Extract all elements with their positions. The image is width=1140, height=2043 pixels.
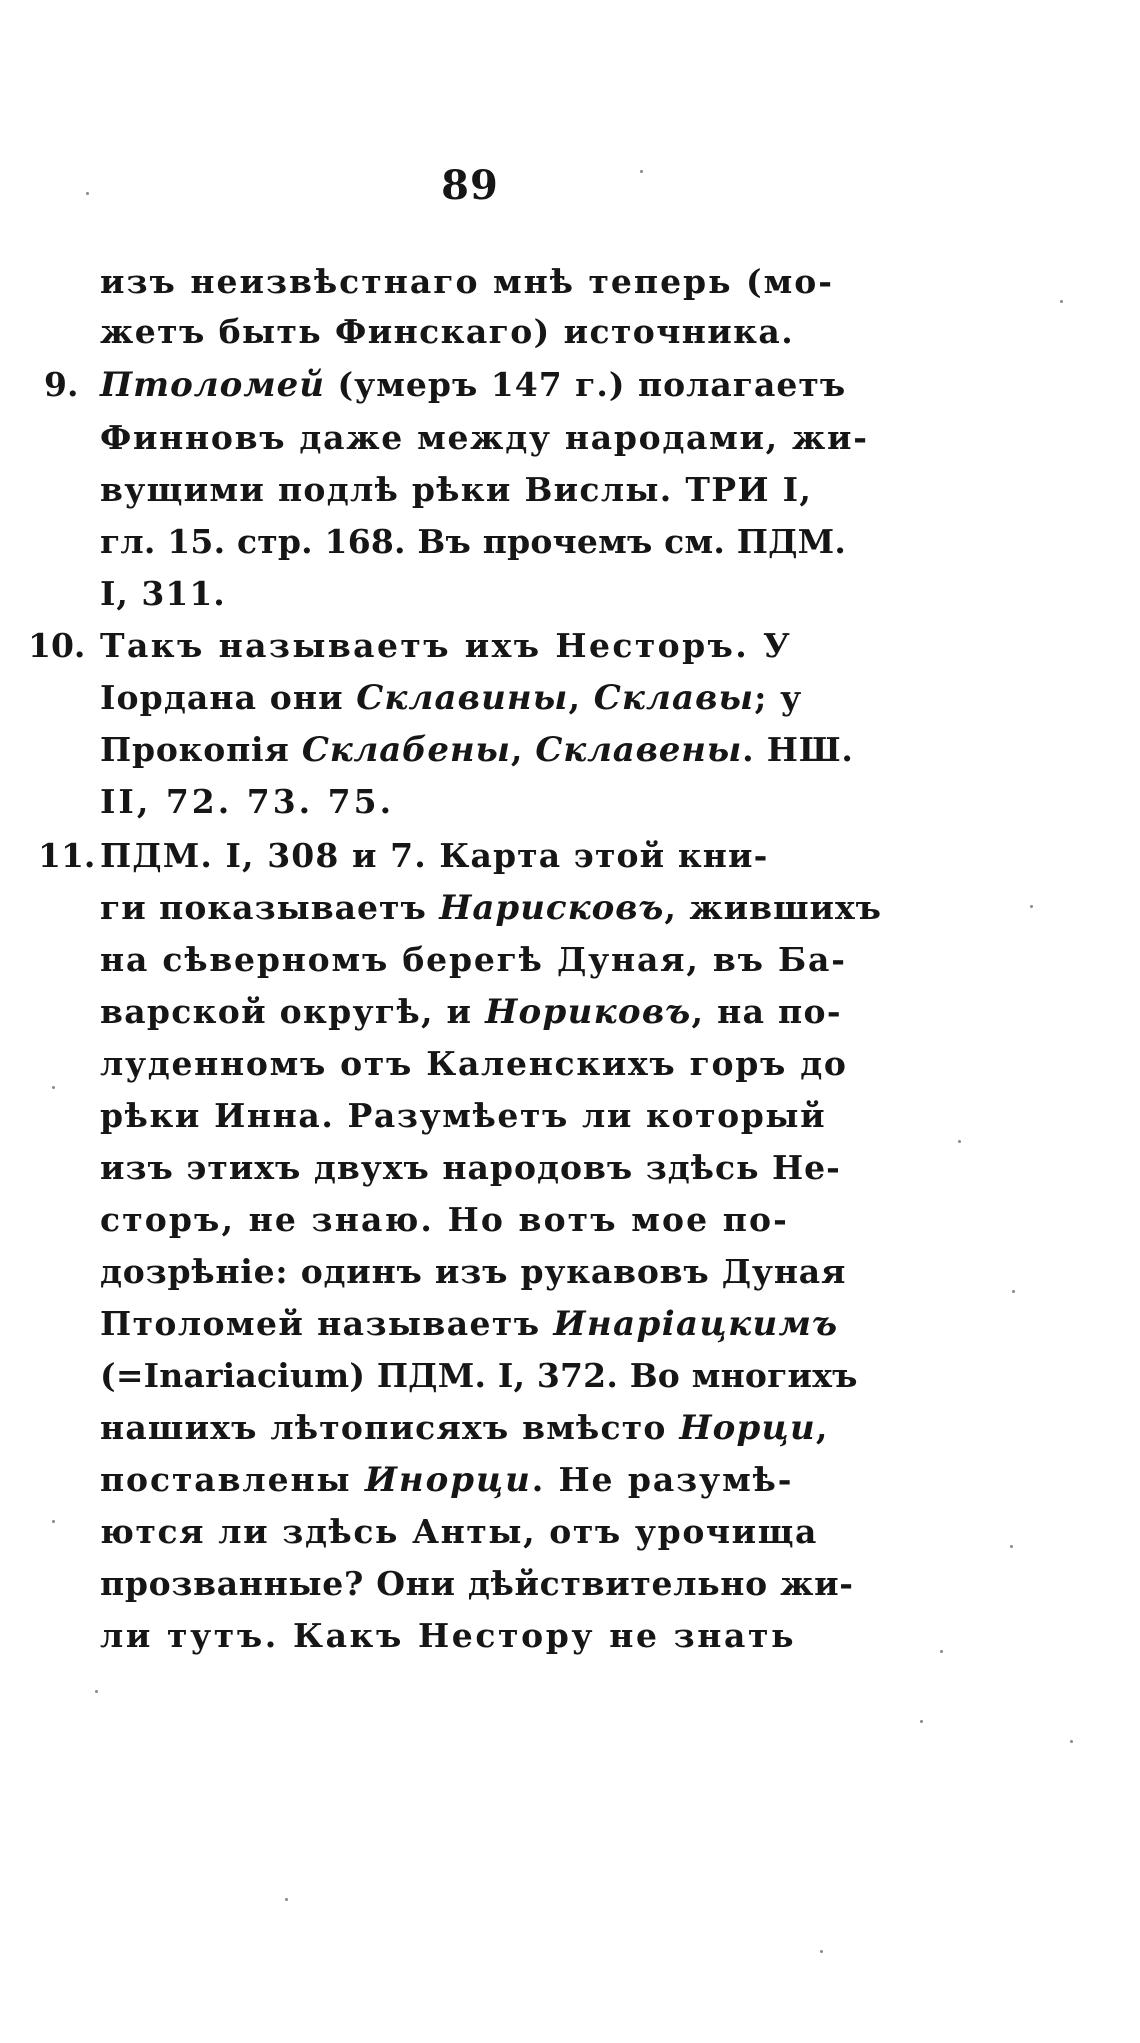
italic-name: Птоломей bbox=[100, 365, 326, 405]
italic-name: Инаріацкимъ bbox=[553, 1304, 839, 1344]
text-line: ли тутъ. Какъ Нестору не знать bbox=[100, 1616, 797, 1655]
italic-name: Норци bbox=[679, 1408, 816, 1448]
text-line: ги показываетъ Нарисковъ, жившихъ bbox=[100, 888, 882, 928]
text-line: нашихъ лѣтописяхъ вмѣсто Норци, bbox=[100, 1408, 829, 1448]
scan-speck bbox=[52, 1520, 55, 1523]
text-line: вущими подлѣ рѣки Вислы. ТРИ I, bbox=[100, 470, 813, 509]
italic-name: Склабены bbox=[301, 730, 511, 770]
text-line: II, 72. 73. 75. bbox=[100, 782, 395, 821]
text-line: Птоломей (умеръ 147 г.) полагаетъ bbox=[100, 365, 847, 405]
text-line: варской округѣ, и Нориковъ, на по- bbox=[100, 992, 842, 1032]
text-line: изъ этихъ двухъ народовъ здѣсь Не- bbox=[100, 1148, 841, 1187]
text-line: поставлены Инорци. Не разумѣ- bbox=[100, 1460, 794, 1500]
scan-speck bbox=[640, 170, 643, 173]
scan-speck bbox=[820, 1950, 823, 1953]
text-line: Такъ называетъ ихъ Несторъ. У bbox=[100, 626, 793, 665]
text-line: (=Inariacium) ПДМ. I, 372. Во многихъ bbox=[100, 1356, 858, 1395]
italic-name: Нарисковъ bbox=[439, 888, 665, 928]
scan-speck bbox=[52, 1086, 55, 1089]
italic-name: Инорци bbox=[364, 1460, 532, 1500]
text-line: на сѣверномъ берегѣ Дуная, въ Ба- bbox=[100, 940, 847, 979]
scan-speck bbox=[940, 1650, 943, 1653]
italic-name: Склавены bbox=[535, 730, 743, 770]
scan-speck bbox=[1030, 905, 1033, 908]
text-line: Птоломей называетъ Инаріацкимъ bbox=[100, 1304, 839, 1344]
text-line: рѣки Инна. Разумѣетъ ли который bbox=[100, 1096, 827, 1135]
italic-name: Нориковъ bbox=[485, 992, 692, 1032]
text-line: сторъ, не знаю. Но вотъ мое по- bbox=[100, 1200, 789, 1239]
text-line: Финновъ даже между народами, жи- bbox=[100, 418, 869, 457]
text-line: жетъ быть Финскаго) источника. bbox=[100, 312, 795, 351]
scan-speck bbox=[1070, 1740, 1073, 1743]
scan-speck bbox=[95, 1690, 98, 1693]
text-line: I, 311. bbox=[100, 574, 226, 613]
text-line: луденномъ отъ Каленскихъ горъ до bbox=[100, 1044, 848, 1083]
text-line: Прокопія Склабены, Склавены. НШ. bbox=[100, 730, 854, 770]
italic-name: Склавины bbox=[356, 678, 569, 718]
scan-speck bbox=[920, 1720, 923, 1723]
text-line: прозванные? Они дѣйствительно жи- bbox=[100, 1564, 854, 1603]
text-line: ПДМ. I, 308 и 7. Карта этой кни- bbox=[100, 836, 769, 875]
note-number: 11. bbox=[38, 836, 96, 875]
italic-name: Склавы bbox=[593, 678, 755, 718]
text-line: гл. 15. стр. 168. Въ прочемъ см. ПДМ. bbox=[100, 522, 847, 561]
text-line: изъ неизвѣстнаго мнѣ теперь (мо- bbox=[100, 262, 835, 301]
text-line: Іордана они Склавины, Склавы; у bbox=[100, 678, 803, 718]
text-line: дозрѣніе: одинъ изъ рукавовъ Дуная bbox=[100, 1252, 847, 1291]
scan-speck bbox=[1012, 1290, 1015, 1293]
scan-speck bbox=[86, 192, 89, 195]
note-number: 10. bbox=[28, 626, 86, 665]
scan-speck bbox=[285, 1898, 288, 1901]
page-number: 89 bbox=[441, 162, 499, 209]
scan-speck bbox=[958, 1140, 961, 1143]
scan-speck bbox=[1060, 300, 1063, 303]
note-number: 9. bbox=[44, 365, 79, 404]
scan-speck bbox=[1010, 1545, 1013, 1548]
text-line: ются ли здѣсь Анты, отъ урочища bbox=[100, 1512, 819, 1551]
